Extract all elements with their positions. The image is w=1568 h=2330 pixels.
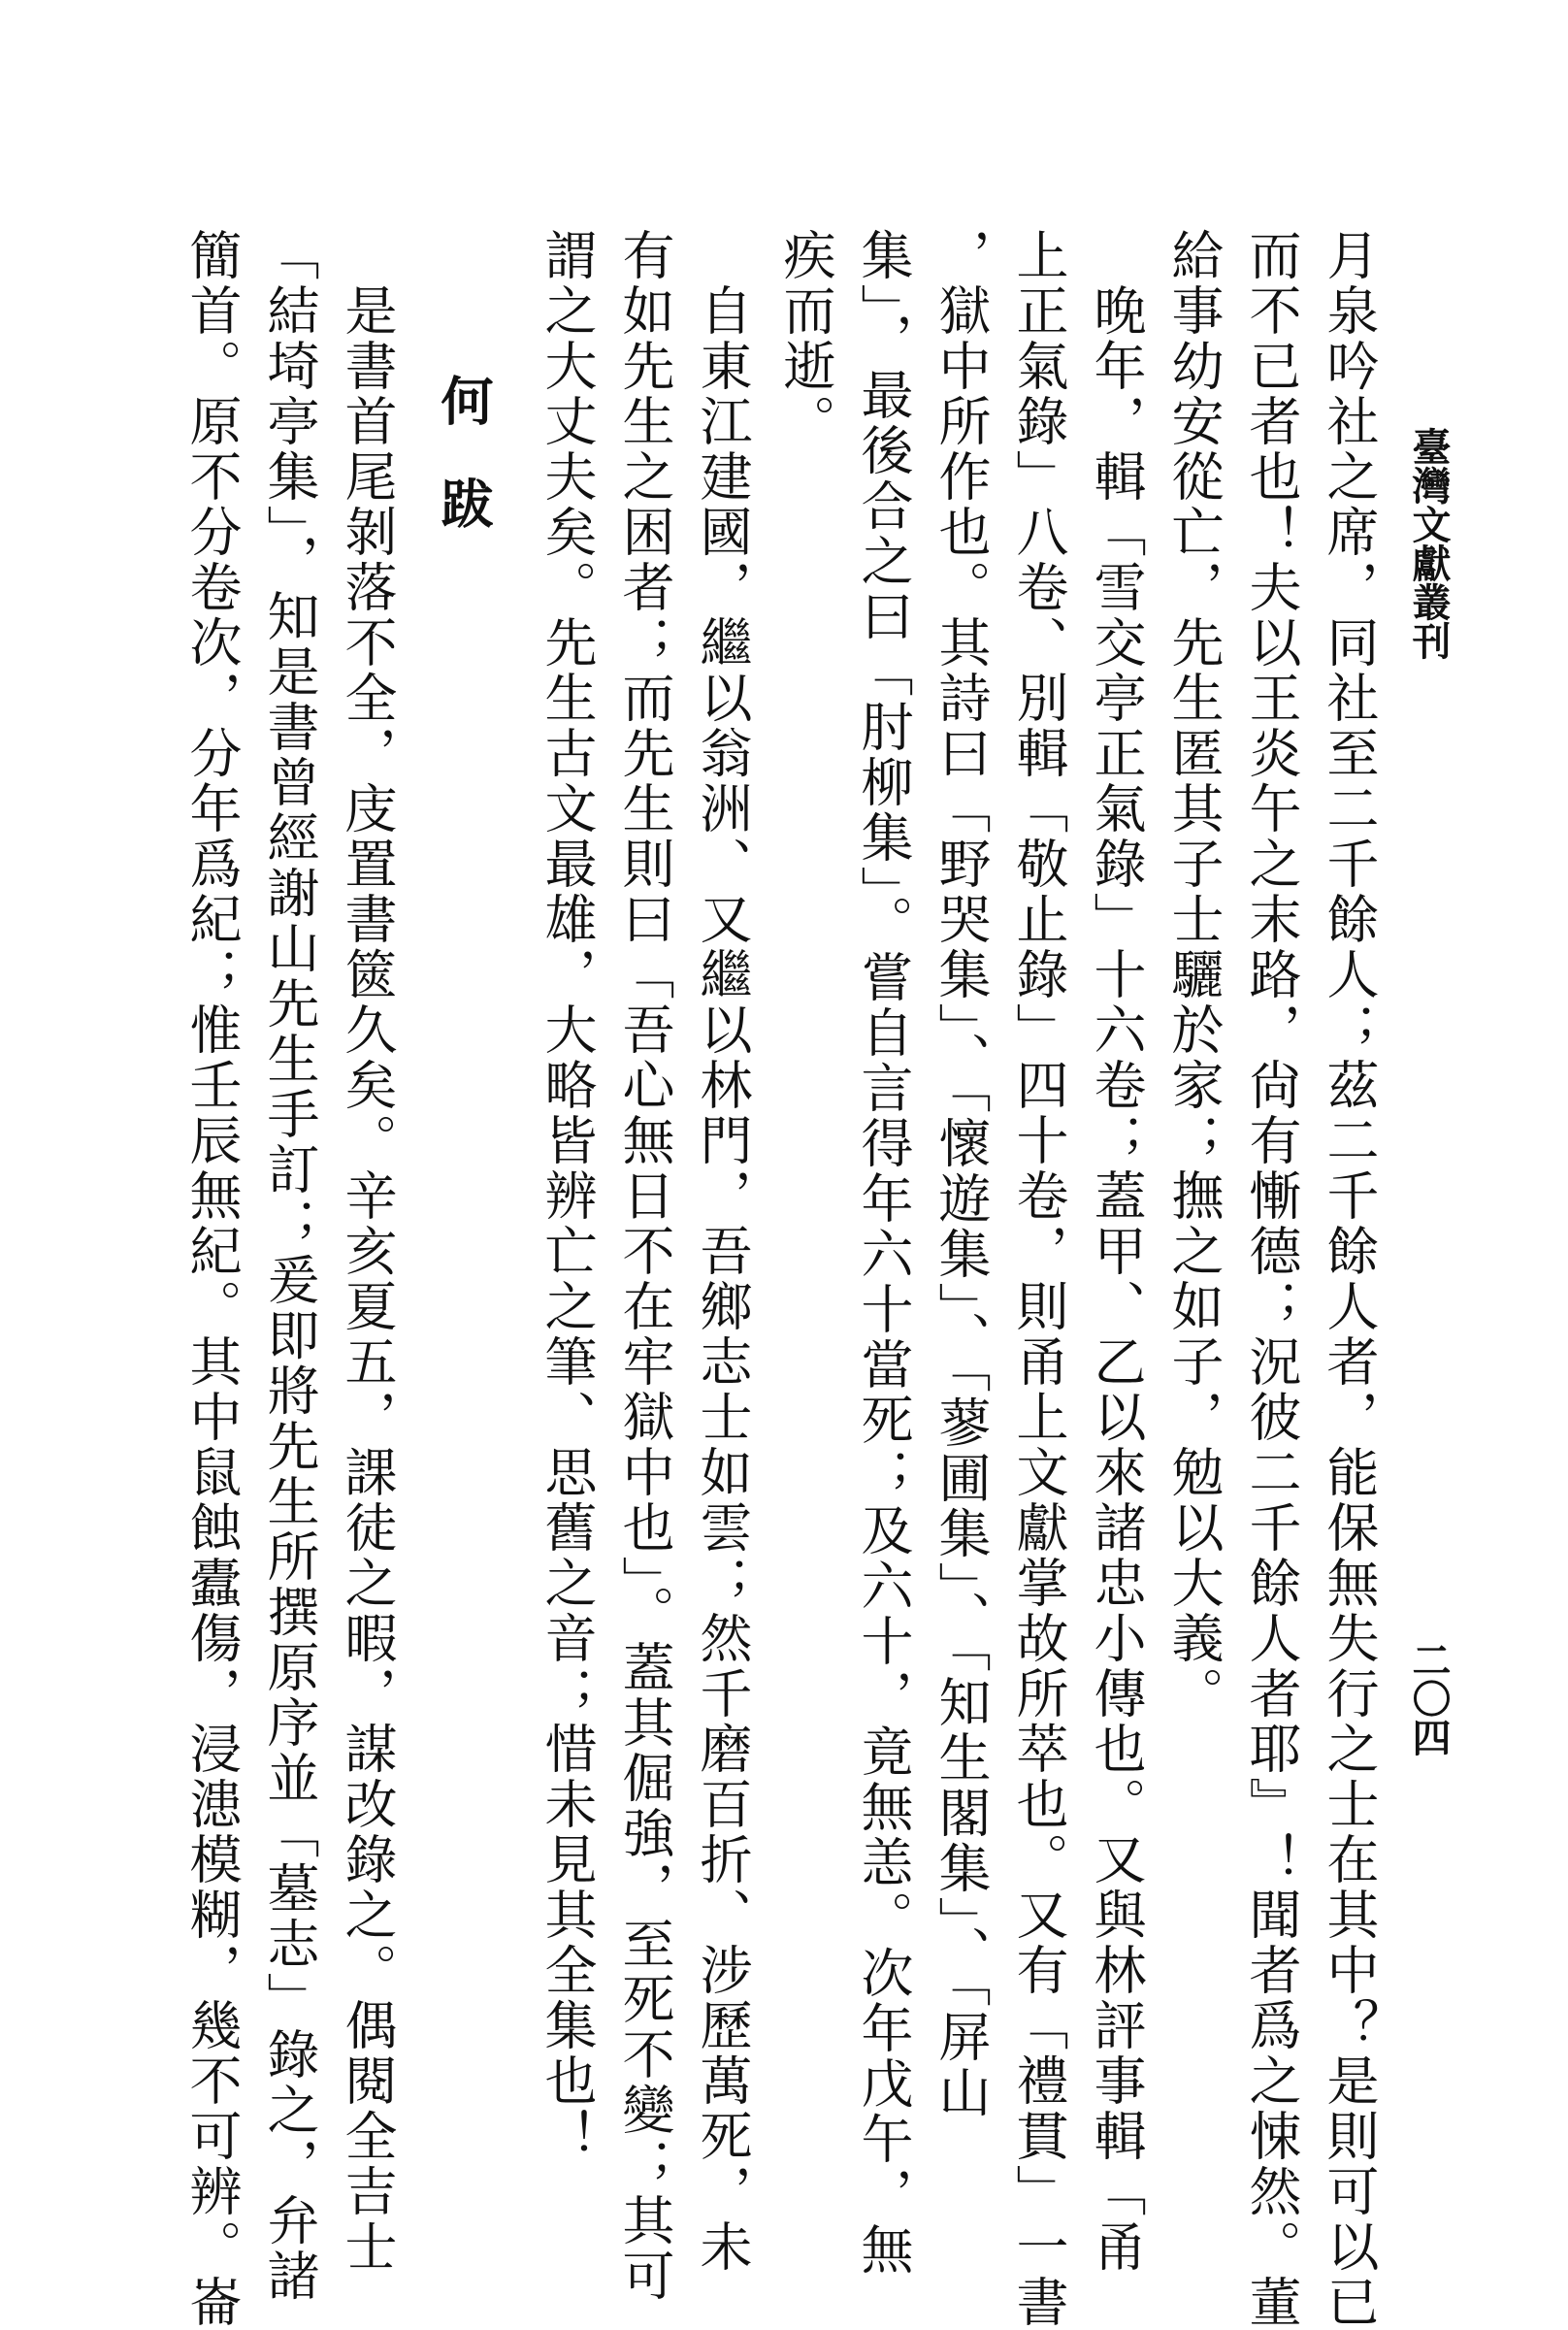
- running-title: 臺灣文獻叢刊: [1406, 427, 1452, 660]
- body-text: [146, 228, 1388, 2330]
- page-number: 二〇四: [1406, 1640, 1452, 1756]
- section-heading: 何跋: [433, 374, 495, 579]
- paragraph-3: 自東江建國，繼以翁洲、又繼以林門，吾鄉志士如雲；然千磨百折、涉歷萬死，未 有如先生之困者；而先生則曰「吾心無日不在牢獄中也」。蓋其倔強，至死不變；其可 謂之大丈夫矣。先生古文最雄，大略皆辨亡之筆、思舊之音；惜未見其全集也！: [537, 228, 753, 2304]
- paragraph-1: 月泉吟社之席，同社至二千餘人；茲二千餘人者，能保無失行之士在其中？是則可以已 而不已者也！夫以王炎午之末路，尙有慚德；況彼二千餘人者耶』！聞者爲之悚然。董 給事幼安從亡，先生匿其子士驪於家；撫之如子，勉以大義。: [1163, 228, 1380, 2330]
- paragraph-2: 晚年，輯「雪交亭正氣錄」十六卷；蓋甲、乙以來諸忠小傳也。又與林評事輯「甬 上正氣錄」八卷、別輯「敬止錄」四十卷，則甬上文獻掌故所萃也。又有「禮貫」一書 ，獄中所作也。其詩曰「野哭集」、「懷遊集」、「蓼圃集」、「知生閣集」、「屏山 集」，最後合之曰「肘柳集」。嘗自言得年六十當死；及六十，竟無恙。次年戊午，無 疾而逝。: [775, 228, 1147, 2330]
- paragraph-4: 是書首尾剝落不全，庋置書篋久矣。辛亥夏五，課徒之暇，謀改錄之。偶閱全吉士 「結埼亭集」，知是書曾經謝山先生手訂；爰即將先生所撰原序並「墓志」錄之，弁諸 簡首。原不分卷次，分年爲紀；惟壬辰無紀。其中鼠蝕蠹傷，浸漶模糊，幾不可辨。崙: [181, 228, 398, 2330]
